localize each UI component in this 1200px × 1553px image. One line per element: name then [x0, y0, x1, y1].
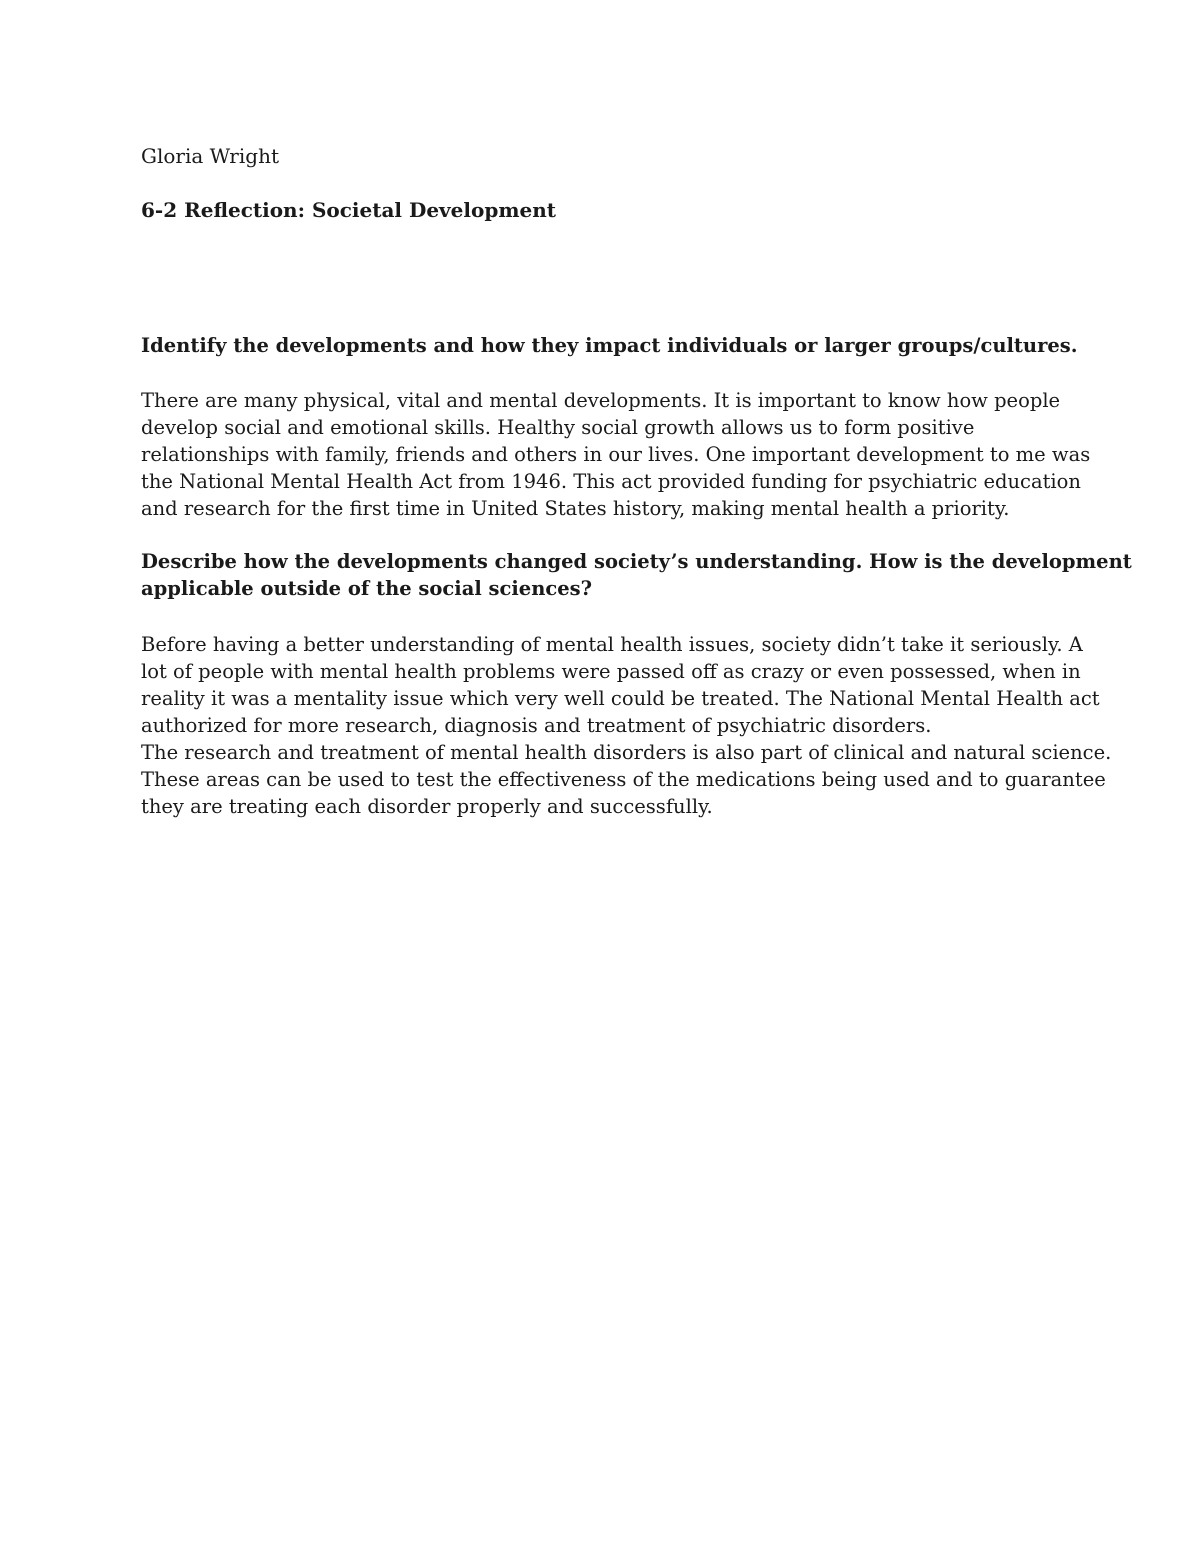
- answer-1-line: relationships with family, friends and others in our lives. One important development to me was: [141, 443, 1091, 466]
- question-1-line: Identify the developments and how they impact individuals or larger groups/cultures.: [141, 334, 1078, 357]
- document-title: 6-2 Reflection: Societal Development: [141, 198, 556, 222]
- answer-2-line: authorized for more research, diagnosis and treatment of psychiatric disorders.: [141, 714, 932, 737]
- answer-2-line: reality it was a mentality issue which very well could be treated. The National Mental Health act: [141, 687, 1100, 710]
- answer-2-line: The research and treatment of mental health disorders is also part of clinical and natural science.: [141, 741, 1112, 764]
- author-name: Gloria Wright: [141, 144, 279, 168]
- question-2: [141, 548, 1132, 602]
- answer-2-line: lot of people with mental health problems were passed off as crazy or even possessed, when in: [141, 660, 1081, 683]
- answer-1-line: and research for the first time in United States history, making mental health a priority.: [141, 497, 1010, 520]
- answer-2-line: they are treating each disorder properly and successfully.: [141, 795, 713, 818]
- answer-2-line: These areas can be used to test the effectiveness of the medications being used and to guarantee: [141, 768, 1106, 791]
- answer-1: [141, 387, 1091, 522]
- answer-2: [141, 631, 1112, 820]
- question-2-line: Describe how the developments changed society’s understanding. How is the development: [141, 550, 1132, 573]
- answer-1-line: the National Mental Health Act from 1946. This act provided funding for psychiatric education: [141, 470, 1081, 493]
- answer-2-line: Before having a better understanding of mental health issues, society didn’t take it seriously. A: [141, 633, 1083, 656]
- question-1: [141, 332, 1078, 359]
- answer-1-line: develop social and emotional skills. Healthy social growth allows us to form positive: [141, 416, 975, 439]
- answer-1-line: There are many physical, vital and mental developments. It is important to know how people: [141, 389, 1061, 412]
- question-2-line: applicable outside of the social sciences?: [141, 577, 593, 600]
